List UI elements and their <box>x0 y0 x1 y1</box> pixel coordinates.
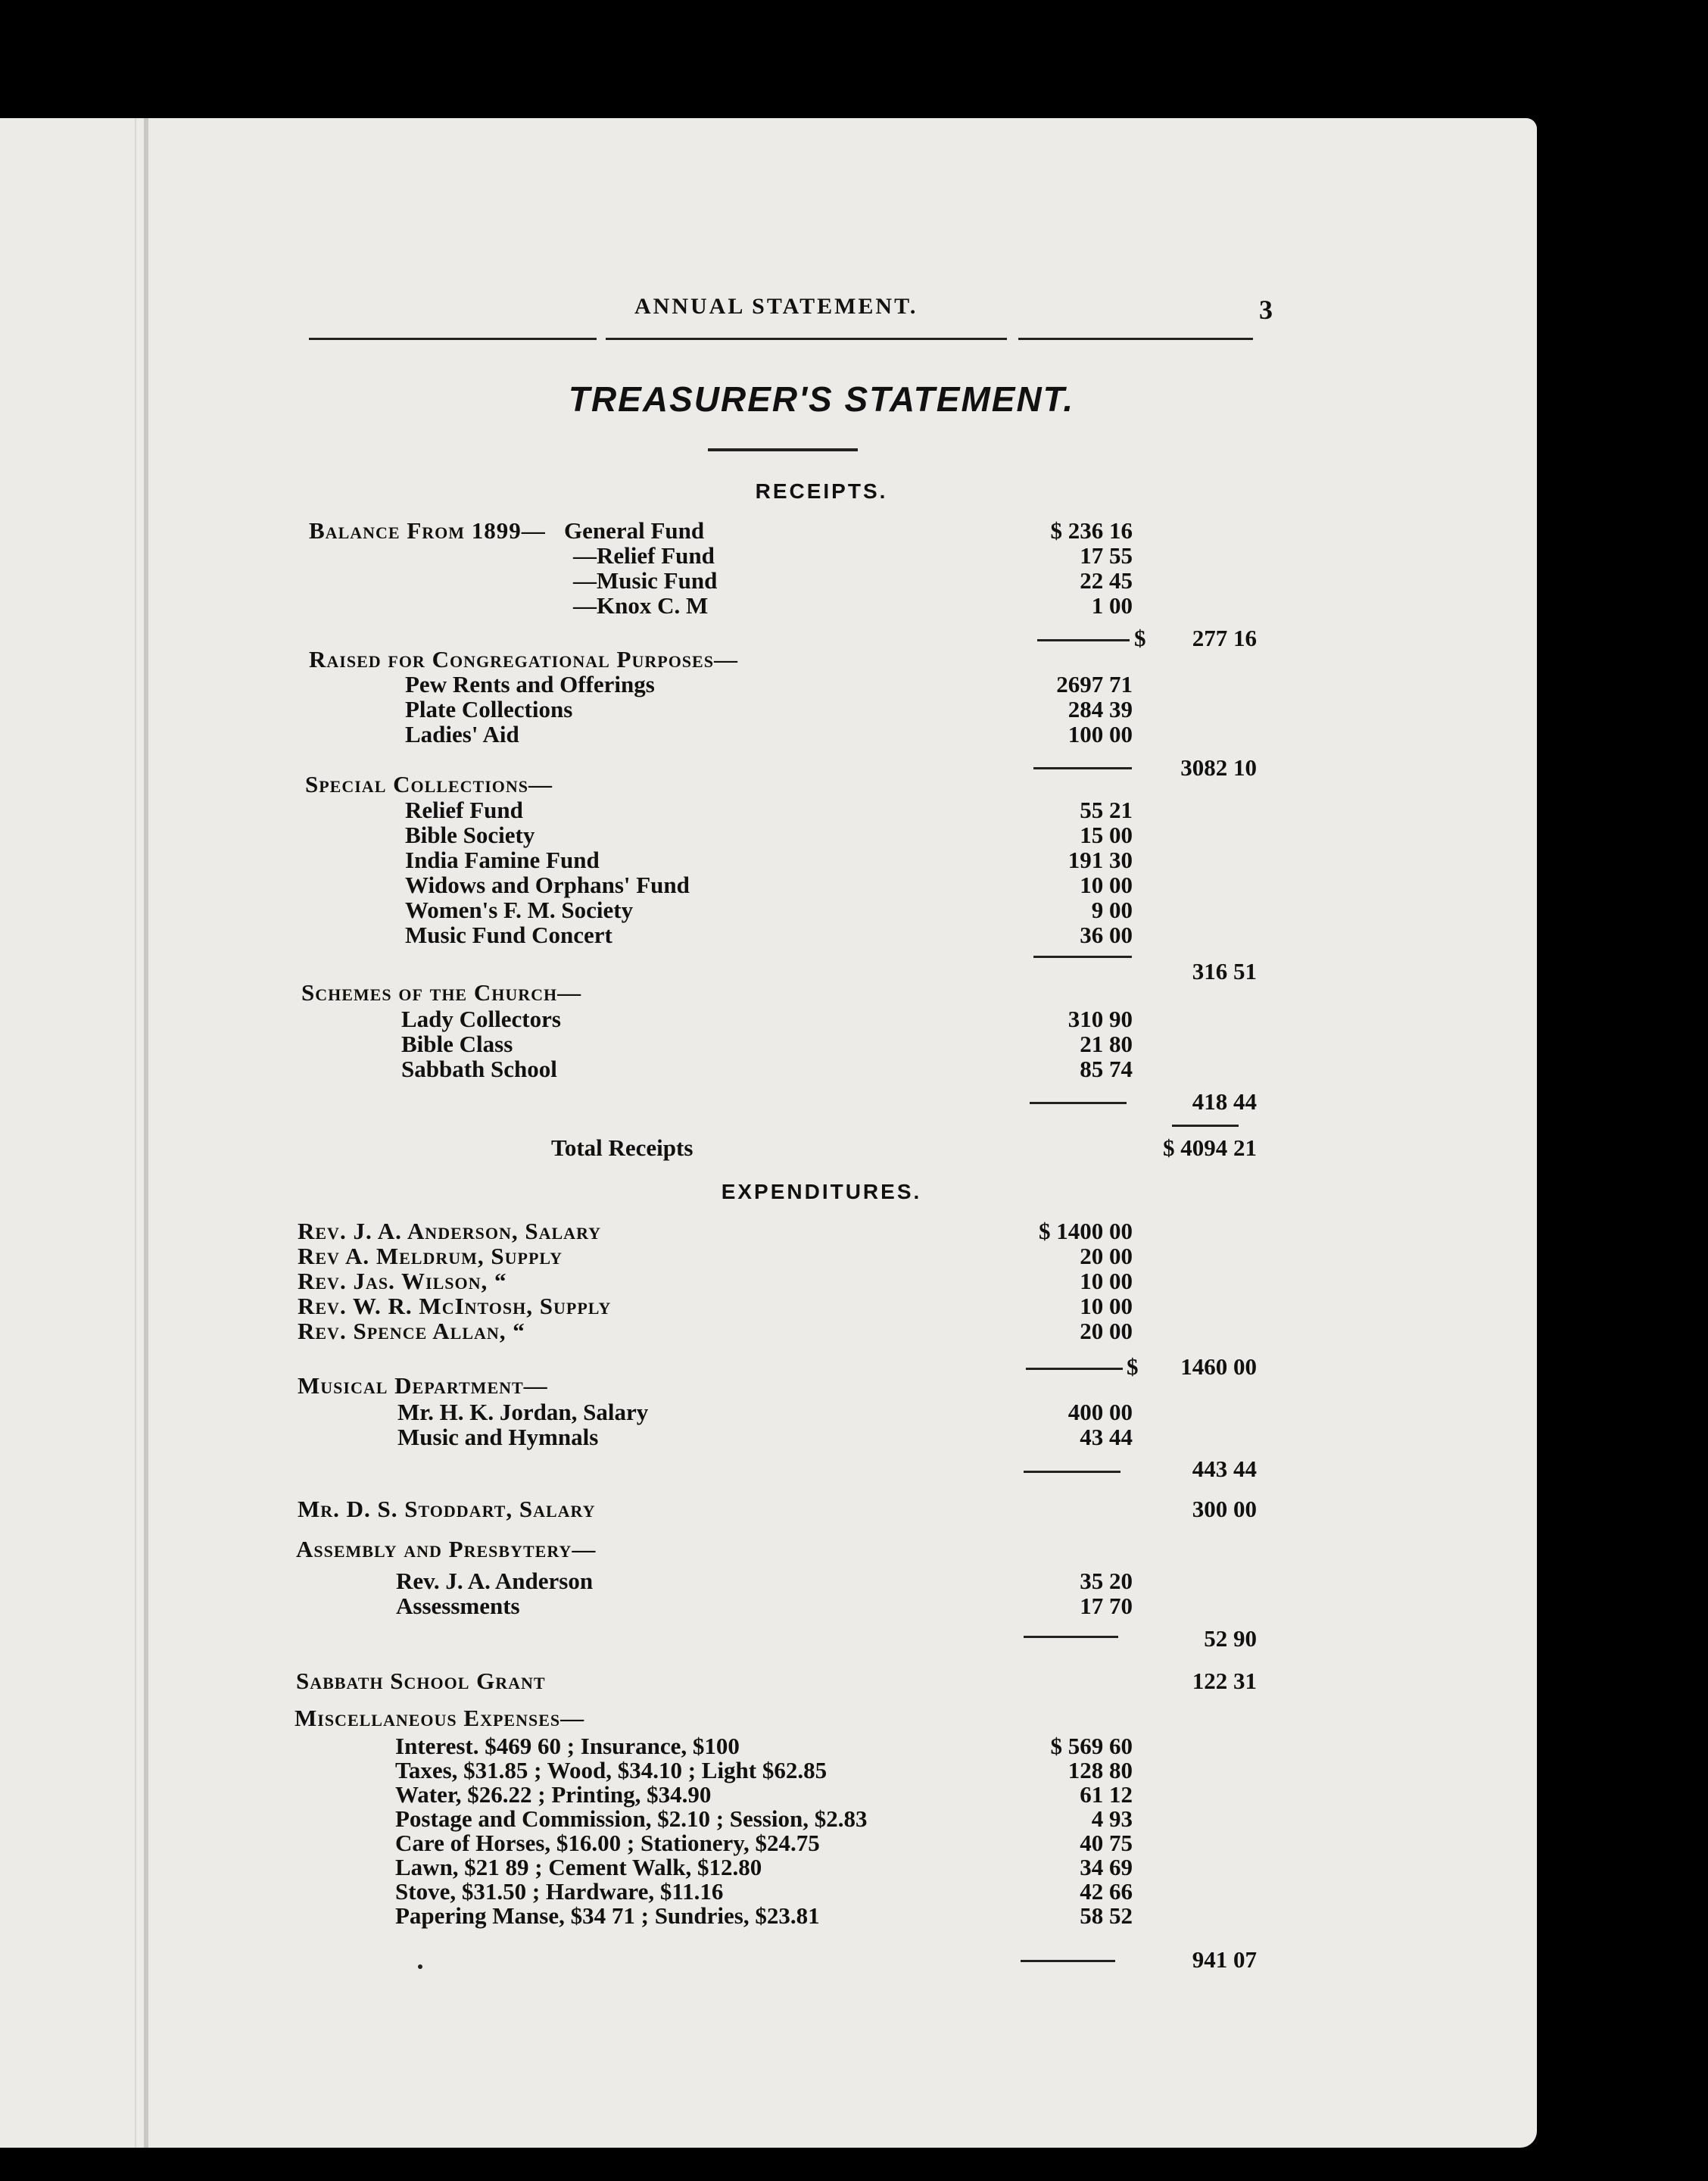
line-label: Papering Manse, $34 71 ; Sundries, $23.81 <box>395 1902 820 1929</box>
line-amount: 22 45 <box>1080 567 1133 594</box>
line-label: Rev. J. A. Anderson <box>396 1568 594 1594</box>
line-label: Postage and Commission, $2.10 ; Session, $2.83 <box>395 1805 868 1832</box>
line-label: India Famine Fund <box>405 847 600 873</box>
line-label: Relief Fund <box>405 797 523 823</box>
line-amount: 4 93 <box>1091 1805 1133 1832</box>
subtotal-rule <box>1037 639 1130 641</box>
line-amount: 10 00 <box>1080 1268 1133 1294</box>
line-label: Bible Class <box>401 1031 513 1057</box>
subtotal-rule <box>1024 1636 1118 1638</box>
line-label: Water, $26.22 ; Printing, $34.90 <box>395 1781 712 1808</box>
line-amount: 42 66 <box>1080 1878 1133 1905</box>
running-head: ANNUAL STATEMENT. <box>634 294 918 319</box>
line-amount: 21 80 <box>1080 1031 1133 1057</box>
line-amount: 9 00 <box>1091 897 1133 923</box>
line-label: Music Fund Concert <box>405 922 612 948</box>
line-label: Sabbath School <box>401 1056 557 1082</box>
line-label: Interest. $469 60 ; Insurance, $100 <box>395 1733 740 1759</box>
line-label: Rev. Jas. Wilson, “ <box>298 1268 507 1294</box>
line-label: —Relief Fund <box>573 542 715 569</box>
section-label: Musical Department— <box>298 1372 548 1399</box>
subtotal-rule <box>1033 956 1132 958</box>
line-amount: 300 00 <box>1192 1496 1257 1522</box>
line-label: Care of Horses, $16.00 ; Stationery, $24.75 <box>395 1830 820 1856</box>
line-amount: 310 90 <box>1068 1006 1133 1032</box>
expenditures-heading: EXPENDITURES. <box>721 1180 922 1203</box>
line-label: Bible Society <box>405 822 535 848</box>
section-label: Special Collections— <box>305 771 553 797</box>
line-amount: 20 00 <box>1080 1318 1133 1344</box>
line-label: Stove, $31.50 ; Hardware, $11.16 <box>395 1878 724 1905</box>
line-label: —Music Fund <box>573 567 718 594</box>
line-label: Mr. D. S. Stoddart, Salary <box>298 1496 596 1522</box>
line-label: Plate Collections <box>405 696 573 722</box>
line-amount: 191 30 <box>1068 847 1133 873</box>
subtotal-rule <box>1026 1368 1123 1370</box>
line-label: Assessments <box>396 1593 520 1619</box>
line-amount: 1 00 <box>1091 592 1133 619</box>
line-amount: 36 00 <box>1080 922 1133 948</box>
line-label: Rev. W. R. McIntosh, Supply <box>298 1293 612 1319</box>
line-label: Rev. Spence Allan, “ <box>298 1318 525 1344</box>
line-label: Rev. J. A. Anderson, Salary <box>298 1218 602 1244</box>
line-amount: 128 80 <box>1068 1757 1133 1783</box>
line-amount: 43 44 <box>1080 1424 1133 1450</box>
subtotal-amount: 418 44 <box>1192 1088 1257 1115</box>
line-amount: 17 55 <box>1080 542 1133 569</box>
line-amount: 10 00 <box>1080 1293 1133 1319</box>
line-amount: 284 39 <box>1068 696 1133 722</box>
line-amount: 2697 71 <box>1056 671 1133 697</box>
line-label: Widows and Orphans' Fund <box>405 872 690 898</box>
total-label: Total Receipts <box>551 1134 693 1161</box>
subtotal-amount: 443 44 <box>1192 1456 1257 1482</box>
subtotal-amount: 277 16 <box>1192 625 1257 651</box>
line-label: Music and Hymnals <box>397 1424 599 1450</box>
line-amount: 15 00 <box>1080 822 1133 848</box>
line-amount: 34 69 <box>1080 1854 1133 1880</box>
line-label: —Knox C. M <box>573 592 709 619</box>
line-amount: 17 70 <box>1080 1593 1133 1619</box>
line-amount: 61 12 <box>1080 1781 1133 1808</box>
line-label: Taxes, $31.85 ; Wood, $34.10 ; Light $62.85 <box>395 1757 828 1783</box>
ink-speck <box>418 1964 422 1969</box>
line-amount: 10 00 <box>1080 872 1133 898</box>
subtotal-rule <box>1030 1102 1127 1104</box>
dollar-sign: $ <box>1134 625 1146 651</box>
line-label: Mr. H. K. Jordan, Salary <box>397 1399 649 1425</box>
line-amount: $ 569 60 <box>1050 1733 1133 1759</box>
page-number: 3 <box>1259 295 1273 325</box>
line-label: Sabbath School Grant <box>296 1668 546 1694</box>
line-amount: 100 00 <box>1068 721 1133 747</box>
line-label: Lawn, $21 89 ; Cement Walk, $12.80 <box>395 1854 762 1880</box>
subtotal-amount: 1460 00 <box>1180 1353 1257 1380</box>
section-label: Miscellaneous Expenses— <box>295 1705 585 1731</box>
page-title: TREASURER'S STATEMENT. <box>568 379 1075 419</box>
line-amount: 400 00 <box>1068 1399 1133 1425</box>
section-label: Raised for Congregational Purposes— <box>309 646 738 672</box>
line-label: Women's F. M. Society <box>405 897 634 923</box>
section-label: Assembly and Presbytery— <box>296 1536 597 1562</box>
line-amount: 85 74 <box>1080 1056 1133 1082</box>
title-divider <box>708 448 858 451</box>
subtotal-rule <box>1021 1960 1115 1962</box>
subtotal-amount: 52 90 <box>1204 1625 1257 1652</box>
balance-label: Balance From 1899— <box>309 517 546 544</box>
dollar-sign: $ <box>1127 1353 1139 1380</box>
subtotal-rule <box>1033 767 1132 769</box>
header-rule <box>309 338 597 340</box>
line-amount: 20 00 <box>1080 1243 1133 1269</box>
header-rule <box>606 338 1007 340</box>
line-amount: 40 75 <box>1080 1830 1133 1856</box>
line-amount: 122 31 <box>1192 1668 1257 1694</box>
section-label: Schemes of the Church— <box>301 979 582 1006</box>
line-amount: 55 21 <box>1080 797 1133 823</box>
line-label: Lady Collectors <box>401 1006 561 1032</box>
total-amount: $ 4094 21 <box>1163 1134 1257 1161</box>
line-label: Rev A. Meldrum, Supply <box>298 1243 563 1269</box>
line-label: General Fund <box>564 517 705 544</box>
line-amount: $ 236 16 <box>1050 517 1133 544</box>
subtotal-amount: 3082 10 <box>1180 754 1257 781</box>
subtotal-amount: 316 51 <box>1192 958 1257 984</box>
subtotal-amount: 941 07 <box>1192 1946 1257 1973</box>
line-amount: 35 20 <box>1080 1568 1133 1594</box>
line-label: Ladies' Aid <box>405 721 519 747</box>
subtotal-rule <box>1024 1471 1120 1473</box>
line-amount: 58 52 <box>1080 1902 1133 1929</box>
line-label: Pew Rents and Offerings <box>405 671 655 697</box>
total-rule <box>1172 1125 1239 1127</box>
line-amount: $ 1400 00 <box>1039 1218 1133 1244</box>
header-rule <box>1018 338 1253 340</box>
receipts-heading: RECEIPTS. <box>755 479 888 503</box>
